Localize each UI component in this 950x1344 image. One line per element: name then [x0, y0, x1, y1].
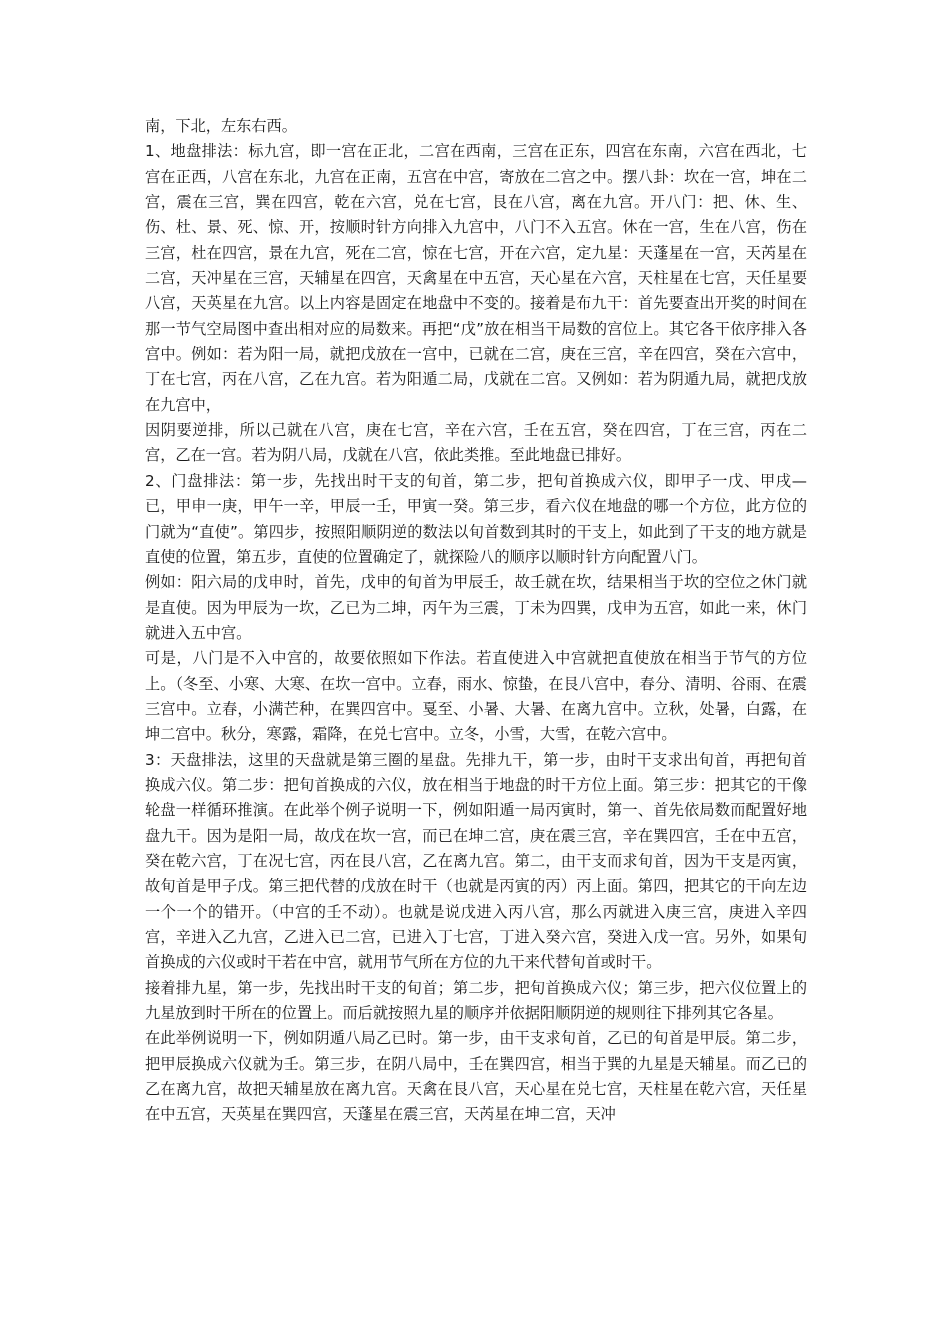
paragraph-door-example: 例如：阳六局的戊申时，首先，戊申的旬首为甲辰壬，故壬就在坎，结果相当于坎的空位之休门就是直使。因为甲辰为一坎，乙已为二坤，丙午为三震，丁未为四巽，戊申为五宫，如此一来，休门就进入五中宫。: [145, 573, 807, 642]
paragraph-earth-plate: 1、地盘排法：标九宫，即一宫在正北，二宫在西南，三宫在正东，四宫在东南，六宫在西北，七宫在正西，八宫在东北，九宫在正南，五宫在中宫，寄放在二宫之中。摆八卦：坎在一宫，坤在二宫，震在三宫，巽在四宫，乾在六宫，兑在七宫，艮在八宫，离在九宫。开八门：把、休、生、伤、杜、景、死、惊、开，按顺时针方向排入九宫中，八门不入五宫。休在一宫，生在八宫，伤在三宫，杜在四宫，景在九宫，死在二宫，惊在七宫，开在六宫，定九星：天蓬星在一宫，天芮星在二宫，天冲星在三宫，天辅星在四宫，天禽星在中五宫，天心星在六宫，天柱星在七宫，天任星要八宫，天英星在九宫。以上内容是固定在地盘中不变的。接着是布九干：首先要查出开奖的时间在那一节气空局图中查出相对应的局数来。再把“戊”放在相当干局数的宫位上。其它各干依序排入各宫中。例如：若为阳一局，就把戊放在一宫中，已就在二宫，庚在三宫，辛在四宫，癸在六宫中，丁在七宫，丙在八宫，乙在九宫。若为阳遁二局，戊就在二宫。又例如：若为阴遁九局，就把戊放在九宫中，: [145, 142, 807, 414]
paragraph-heaven-plate: 3：天盘排法，这里的天盘就是第三圈的星盘。先排九干，第一步，由时干支求出旬首，再把旬首换成六仪。第二步：把旬首换成的六仪，放在相当于地盘的时干方位上面。第三步：把其它的干像轮盘一样循环推演。在此举个例子说明一下，例如阳遁一局丙寅时，第一、首先依局数而配置好地盘九干。因为是阳一局，故戊在坎一宫，而已在坤二宫，庚在震三宫，辛在巽四宫，壬在中五宫，癸在乾六宫，丁在况七宫，丙在艮八宫，乙在离九宫。第二，由干支而求旬首，因为干支是丙寅，故旬首是甲子戊。第三把代替的戊放在时干（也就是丙寅的丙）丙上面。第四，把其它的干向左边一个一个的错开。（中宫的壬不动）。也就是说戊进入丙八宫，那么丙就进入庚三宫，庚进入辛四宫，辛进入乙九宫，乙进入已二宫，已进入丁七宫，丁进入癸六宫，癸进入戊一宫。另外，如果旬首换成的六仪或时干若在中宫，就用节气所在方位的九干来代替旬首或时干。: [145, 750, 807, 972]
paragraph-yin-reverse: 因阴要逆排，所以己就在八宫，庚在七宫，辛在六宫，壬在五宫，癸在四宫，丁在三宫，丙在二宫，乙在一宫。若为阴八局，戊就在八宫，依此类推。至此地盘已排好。: [145, 421, 807, 465]
paragraph-door-plate: 2、门盘排法：第一步，先找出时干支的旬首，第二步，把旬首换成六仪，即甲子一戊、甲戌—已，甲申一庚，甲午一辛，甲辰一壬，甲寅一癸。第三步，看六仪在地盘的哪一个方位，此方位的门就为“直使”。第四步，按照阳顺阴逆的数法以旬首数到其时的干支上，如此到了干支的地方就是直使的位置，第五步，直使的位置确定了，就探险八的顺序以顺时针方向配置八门。: [145, 471, 807, 566]
paragraph-star-example: 在此举例说明一下，例如阴遁八局乙已时。第一步，由干支求旬首，乙已的旬首是甲辰。第二步，把甲辰换成六仪就为壬。第三步，在阴八局中，壬在巽四宫，相当于巽的九星是天辅星。而乙已的乙在离九宫，故把天辅星放在离九宫。天禽在艮八宫，天心星在兑七宫，天柱星在乾六宫，天任星在中五宫，天英星在巽四宫，天蓬星在震三宫，天芮星在坤二宫，天冲: [145, 1029, 807, 1124]
document-body: [145, 114, 807, 1128]
paragraph-center-palace: 可是，八门是不入中宫的，故要依照如下作法。若直使进入中宫就把直使放在相当于节气的方位上。（冬至、小寒、大寒、在坎一宫中。立春，雨水、惊蛰，在艮八宫中，春分、清明、谷雨、在震三宫中。立春，小满芒种，在巽四宫中。戛至、小暑、大暑、在离九宫中。立秋，处暑，白露，在坤二宫中。秋分，寒露，霜降，在兑七宫中。立冬，小雪，大雪，在乾六宫中。: [145, 649, 807, 744]
paragraph-nine-stars: 接着排九星，第一步，先找出时干支的旬首；第二步，把旬首换成六仪；第三步，把六仪位置上的九星放到时干所在的位置上。而后就按照九星的顺序并依据阳顺阴逆的规则往下排列其它各星。: [145, 978, 807, 1023]
paragraph-directions: 南，下北，左东右西。: [145, 117, 297, 135]
